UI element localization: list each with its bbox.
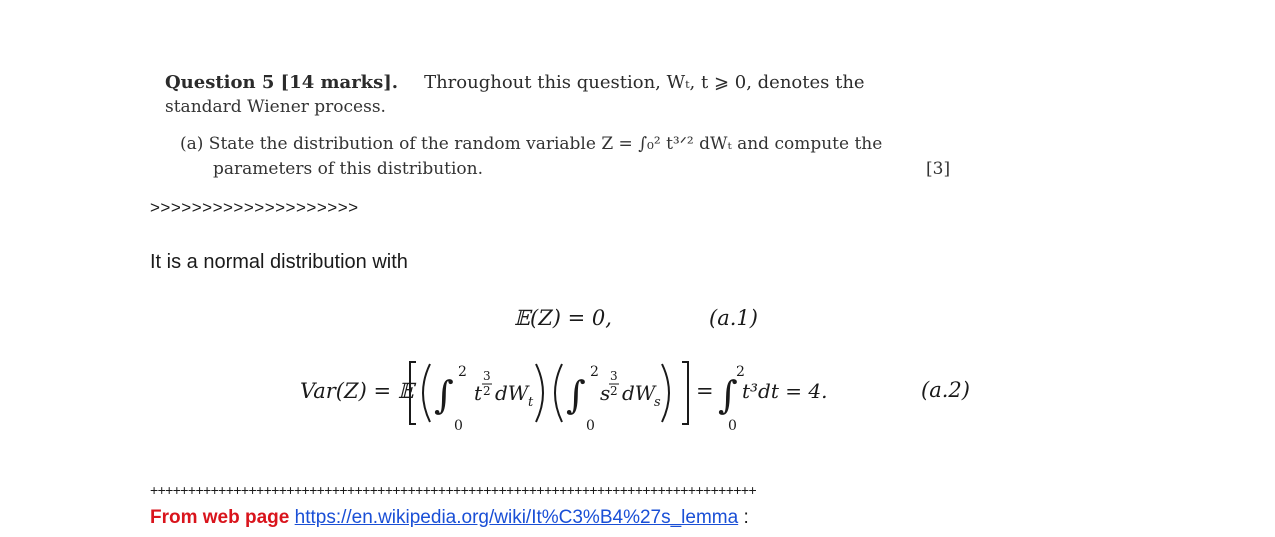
equation-a2-label: (a.2) [921,378,970,402]
equation-a1-label: (a.1) [709,306,758,330]
subscript-t: t [528,395,534,410]
integral-lower-3: 0 [728,418,737,432]
integral-sign-3: ∫ [718,373,738,417]
marks-badge: [3] [926,159,951,179]
paren-close-1 [536,364,543,422]
equation-a2 [296,352,856,432]
exponent-den-2: 2 [610,384,618,398]
eq2-equals: = [696,379,714,403]
exponent-num-2: 3 [610,369,618,383]
eq2-lhs: Var(Z) = 𝔼 [300,379,414,403]
question-title: Question 5 [14 marks]. [165,72,399,93]
separator-plus: ++++++++++++++++++++++++++++++++++++++++++++++++++++++++++++++++++++++++++++++++ [150,482,757,498]
source-line [150,507,749,529]
equation-a1: 𝔼(Z) = 0, [514,306,612,330]
integral-sign-2: ∫ [566,373,586,417]
question-intro: Throughout this question, Wₜ, t ⩾ 0, denotes the [424,72,865,93]
differential-2: dW [622,381,656,405]
integrand-s: s [600,381,611,405]
eq2-rhs: t³dt = 4. [742,379,828,403]
subscript-s: s [654,395,661,410]
right-bracket [682,362,688,424]
integral-lower-2: 0 [586,418,595,432]
paren-open-2 [555,364,562,422]
integral-lower-1: 0 [454,418,463,432]
exponent-num-1: 3 [483,369,491,383]
integrand-t: t [474,381,483,405]
paren-open-1 [423,364,430,422]
source-link[interactable]: https://en.wikipedia.org/wiki/It%C3%B4%27s_lemma [294,507,739,528]
integral-upper-3: 2 [736,364,745,380]
integral-upper-2: 2 [590,364,599,380]
source-label: From web page [150,507,290,528]
exponent-den-1: 2 [483,384,491,398]
separator-chevrons: >>>>>>>>>>>>>>>>>>>> [150,198,359,217]
question-intro-continued: standard Wiener process. [165,97,386,117]
answer-statement: It is a normal distribution with [150,251,408,273]
part-a-line-1: (a) State the distribution of the random variable Z = ∫₀² t³ᐟ² dWₜ and compute the [180,134,883,154]
source-suffix: : [738,507,749,528]
differential-1: dW [495,381,529,405]
paren-close-2 [662,364,669,422]
integral-upper-1: 2 [458,364,467,380]
part-a-line-2: parameters of this distribution. [213,159,484,179]
question-heading [165,72,865,93]
integral-sign-1: ∫ [434,373,454,417]
